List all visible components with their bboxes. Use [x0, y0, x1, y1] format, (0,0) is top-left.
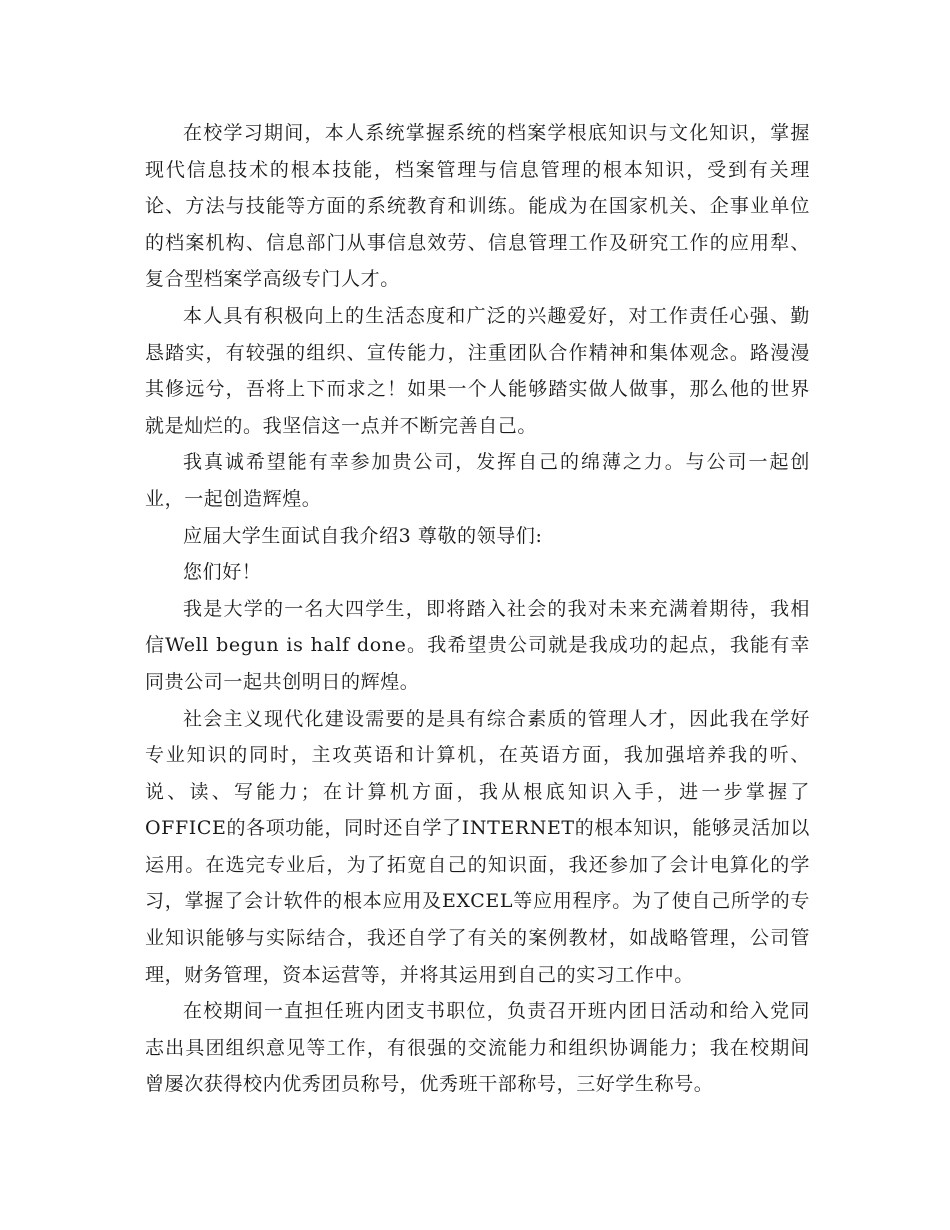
- paragraph-join-company: 我真诚希望能有幸参加贵公司，发挥自己的绵薄之力。与公司一起创业，一起创造辉煌。: [145, 451, 810, 510]
- paragraph-study-summary: 在校学习期间，本人系统掌握系统的档案学根底知识与文化知识，掌握现代信息技术的根本技能，档案管理与信息管理的根本知识，受到有关理论、方法与技能等方面的系统教育和训练。能成为在国家机关、企事业单位的档案机构、信息部门从事信息效劳、信息管理工作及研究工作的应用犁、复合型档案学高级专门人才。: [145, 122, 810, 291]
- document-body: [145, 115, 810, 1103]
- paragraph-skills: 社会主义现代化建设需要的是具有综合素质的管理人才，因此我在学好专业知识的同时，主攻英语和计算机，在英语方面，我加强培养我的听、说、读、写能力；在计算机方面，我从根底知识入手，进一步掌握了OFFICE的各项功能，同时还自学了INTERNET的根本知识，能够灵活加以运用。在选完专业后，为了拓宽自己的知识面，我还参加了会计电算化的学习，掌握了会计软件的根本应用及EXCEL等应用程序。为了使自己所学的专业知识能够与实际结合，我还自学了有关的案例教材，如战略管理，公司管理，财务管理，资本运营等，并将其运用到自己的实习工作中。: [145, 707, 810, 986]
- paragraph-intro-heading: 应届大学生面试自我介绍3 尊敬的领导们:: [183, 524, 543, 547]
- paragraph-greeting: 您们好！: [183, 561, 262, 584]
- paragraph-personal-qualities: 本人具有积极向上的生活态度和广泛的兴趣爱好，对工作责任心强、勤恳踏实，有较强的组织、宣传能力，注重团队合作精神和集体观念。路漫漫其修远兮，吾将上下而求之！如果一个人能够踏实做人做事，那么他的世界就是灿烂的。我坚信这一点并不断完善自己。: [145, 304, 810, 437]
- paragraph-campus-roles: 在校期间一直担任班内团支书职位，负责召开班内团日活动和给入党同志出具团组织意见等工作，有很强的交流能力和组织协调能力；我在校期间曾屡次获得校内优秀团员称号，优秀班干部称号，三好学生称号。: [145, 1000, 810, 1096]
- paragraph-self-intro: 我是大学的一名大四学生，即将踏入社会的我对未来充满着期待，我相信Well begun is half done。我希望贵公司就是我成功的起点，我能有幸同贵公司一起共创明日的辉煌。: [145, 597, 810, 693]
